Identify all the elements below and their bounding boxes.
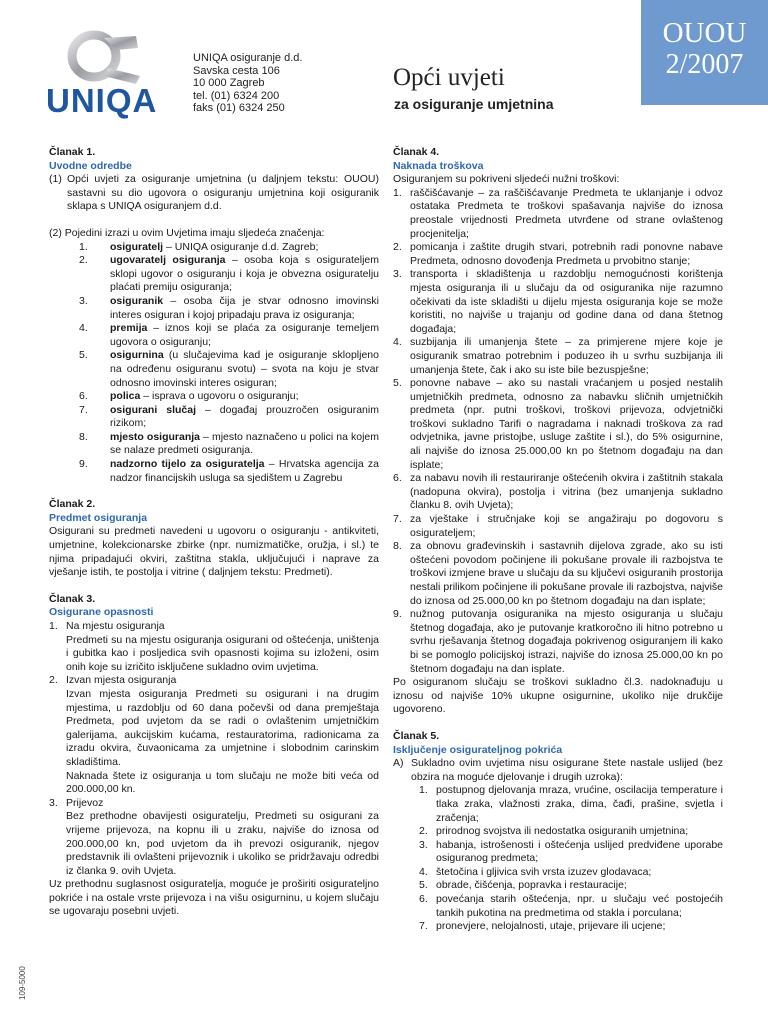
item-text: za vještake i stručnjake koji se angažiraju po dogovoru s osigurateljem;: [410, 513, 723, 539]
item-text: pronevjere, nelojalnosti, utaje, prijevare ili ucjene;: [436, 920, 666, 933]
exclusion-item: [393, 879, 723, 893]
company-fax: faks (01) 6324 250: [193, 102, 285, 114]
item-number: 3.: [393, 268, 402, 281]
item-text: suzbijanja ili umanjenja štete – za primjerene mjere koje je osiguranik smatrao potrebnim i poduzeo ih u svrhu suzbijanja ili umanjenja štete, čak i ako su iste bile bezuspješne;: [410, 336, 723, 376]
definition-item: [49, 431, 379, 458]
company-street: Savska cesta 106: [193, 64, 280, 77]
article-3-item-1: [49, 620, 379, 634]
definition-description: – UNIQA osiguranje d.d. Zagreb;: [163, 240, 319, 253]
company-city: 10 000 Zagreb: [193, 77, 265, 89]
cost-item: [393, 377, 723, 472]
article-3-item-1-text: Predmeti su na mjestu osiguranja osigurani od oštećenja, uništenja i gubitka kao i posljedica svih opasnosti kojima su izloženi, osim onih koje su izričito isključene sukladno ovim uvjetima.: [66, 633, 379, 673]
definition-item: [49, 458, 379, 485]
item-number: 1.: [393, 186, 402, 199]
definition-description: – mjesto naznačeno u polici na kojem se nalaze predmeti osiguranja.: [110, 430, 379, 457]
cost-item: [393, 187, 723, 241]
item-number: 7.: [419, 920, 428, 933]
costs-list: [393, 187, 723, 676]
item-text: za obnovu građevinskih i sastavnih dijelova zgrade, ako su isti oštećeni povodom počinjene ili pokušane provale ili razbojstva te troškovi izmjene brave u slučaju da su ključevi osiguranih prostorija nestali prilikom počinjene ili pokušane provale ili razbojstva, najviše do iznosa od 25.000,00 kn po štetnom događaju na dan isplate;: [410, 540, 723, 607]
definition-text: [110, 390, 379, 404]
definition-item: [49, 404, 379, 431]
definition-term: ugovaratelj osiguranja: [110, 254, 226, 267]
definition-description: (u slučajevima kad je osiguranje sklopljeno na određenu osiguranu svotu) – svota na koju je stvar odnosno imovinski interes osiguran;: [110, 349, 379, 389]
article-5-heading: Članak 5.: [393, 729, 440, 742]
cost-item: [393, 472, 723, 513]
item-number: 8.: [393, 540, 402, 553]
item-number: 2.: [79, 254, 88, 267]
cost-item: [393, 268, 723, 336]
cost-item: [393, 513, 723, 540]
definition-text: [110, 349, 379, 390]
article-3-item-2-text: Izvan mjesta osiguranja Predmeti su osigurani i na drugim mjestima, u razdoblju od 60 dana počevši od dana premještaja Predmeta, pod uvjetom da se radi o ovlaštenim umjetničkim galerijama, aukcijskim kućama, restauratorima, radionicama za izradu okvira, čuvaonicama za umjetnine i slobodnim carinskim skladištima.: [66, 687, 379, 768]
item-number: 9.: [79, 458, 88, 471]
item-number: 4.: [419, 865, 428, 878]
cost-item: [393, 540, 723, 608]
definition-description: – isprava o ugovoru o osiguranju;: [140, 390, 299, 403]
item-number: 3.: [79, 294, 88, 307]
article-5-subheading: Isključenje osigurateljnog pokrića: [393, 743, 563, 756]
definition-term: premija: [110, 322, 148, 335]
uniqa-logo: [46, 30, 164, 119]
article-1-paragraph-2: (2) Pojedini izrazi u ovim Uvjetima imaju sljedeća značenja:: [49, 226, 325, 239]
document-title: Opći uvjeti: [393, 64, 505, 91]
exclusion-item: [393, 920, 723, 934]
definition-description: – događaj prouzročen osiguranim rizikom;: [110, 403, 379, 430]
item-number: 1.: [49, 620, 58, 632]
article-4-subheading: Naknada troškova: [393, 159, 484, 172]
document-version: 2/2007: [665, 49, 744, 80]
paragraph-number: (1): [49, 173, 62, 186]
article-3-item-3-text: Bez prethodne obavijesti osiguratelju, Predmeti su osigurani za vrijeme prijevoza, na kopnu ili u zraku, najviše do iznosa od 200.000,00 kn, pod uvjetom da ih prevozi osiguranik, njegov predstavnik ili ovlašteni prijevoznik i ukoliko se pridržavaju odredbi iz članka 9. ovih Uvjeta.: [66, 810, 379, 877]
article-4-heading: Članak 4.: [393, 146, 440, 158]
item-number: 2.: [49, 674, 58, 687]
definition-term: nadzorno tijelo za osiguratelja: [110, 458, 265, 471]
item-number: 5.: [419, 879, 428, 892]
definition-item: [49, 390, 379, 404]
definition-item: [49, 295, 379, 322]
definition-term: osiguranik: [110, 294, 164, 307]
article-1-paragraph-1: [49, 173, 379, 214]
exclusion-item: [393, 839, 723, 866]
item-number: 9.: [393, 608, 402, 621]
item-number: 6.: [79, 390, 88, 403]
definition-text: [110, 241, 379, 255]
paragraph-text: Opći uvjeti za osiguranje umjetnina (u daljnjem tekstu: OUOU) sastavni su dio ugovora o osiguranju umjetnina koji osiguranik sklapa s UNIQA osiguranjem d.d.: [67, 173, 379, 213]
item-text: povećanja starih oštećenja, npr. u slučaju već postojećih tankih pukotina na predmetima od stakla i porculana;: [436, 893, 723, 919]
definition-text: [110, 431, 379, 458]
article-5-section-a: [393, 757, 723, 784]
definition-term: polica: [110, 390, 141, 403]
definition-item: [49, 322, 379, 349]
definition-text: [110, 458, 379, 485]
article-3-item-2-limit: Naknada štete iz osiguranja u tom slučaju ne može biti veća od 200.000,00 kn.: [66, 769, 379, 796]
document-subtitle: za osiguranje umjetnina: [394, 96, 554, 112]
exclusion-item: [393, 893, 723, 920]
item-title: Na mjestu osiguranja: [66, 620, 165, 632]
item-number: 6.: [393, 472, 402, 485]
article-2-paragraph: Osigurani su predmeti navedeni u ugovoru o osiguranju - antikviteti, umjetnine, kolekcionarske zbirke (npr. numizmatičke, oružja, i sl.) te njima pripadajući okviri, zaštitna stakla, uključujući i naprave za vješanje istih, te postolja i vitrine ( daljnjem tekstu: Predmeti).: [49, 525, 379, 579]
definition-description: – osoba čija je stvar odnosno imovinski interes osiguran i kojoj pripadaju prava iz osiguranja;: [110, 294, 379, 321]
document-code-box: [641, 0, 768, 105]
definition-term: osigurani slučaj: [110, 403, 196, 416]
section-letter: A): [393, 757, 404, 770]
company-address: [193, 52, 302, 115]
uniqa-logo-emblem: [64, 30, 146, 86]
item-text: prirodnog svojstva ili nedostatka osiguranih umjetnina;: [436, 825, 689, 838]
article-4-closing: Po osiguranom slučaju se troškovi sukladno čl.3. nadoknađuju u iznosu od najviše 10% ukupne osigurnine, ukoliko nije drukčije ugovoreno.: [393, 676, 723, 716]
item-text: nužnog putovanja osiguranika na mjesto osiguranja u slučaju štetnog događaja, ako je putovanje kratkoročno ili hitno potrebno u svrhu rješavanja štetnog događaja pokrivenog osiguranjem ili kako bi se pomoglo policijskoj istrazi, najviše do iznosa 25.000,00 kn po štetnom događaju na dan isplate.: [410, 608, 723, 675]
definition-description: – iznos koji se plaća za osiguranje temeljem ugovora o osiguranju;: [110, 322, 379, 348]
item-number: 3.: [419, 838, 428, 851]
definition-text: [110, 404, 379, 431]
definition-item: [49, 254, 379, 295]
article-1-subheading: Uvodne odredbe: [49, 159, 132, 172]
definition-term: osiguratelj: [110, 240, 164, 253]
item-number: 5.: [79, 349, 88, 362]
item-number: 5.: [393, 377, 402, 390]
definition-term: mjesto osiguranja: [110, 430, 200, 443]
cost-item: [393, 608, 723, 676]
article-2-heading: Članak 2.: [49, 498, 96, 511]
item-text: habanja, istrošenosti i oštećenja uslijed predviđene uporabe osiguranog predmeta;: [436, 838, 723, 865]
definition-term: osigurnina: [110, 349, 164, 362]
definition-item: [49, 349, 379, 390]
article-3-item-2: [49, 674, 379, 688]
item-title: Izvan mjesta osiguranja: [66, 674, 177, 687]
exclusion-item: [393, 825, 723, 839]
definition-text: [110, 295, 379, 322]
article-4-intro: Osiguranjem su pokriveni sljedeći nužni troškovi:: [393, 173, 620, 186]
company-tel: tel. (01) 6324 200: [193, 89, 280, 102]
cost-item: [393, 336, 723, 377]
definition-item: [49, 241, 379, 255]
definitions-list: [49, 241, 379, 486]
definition-text: [110, 322, 379, 349]
item-text: obrade, čišćenja, popravka i restauracije;: [436, 879, 627, 892]
item-number: 7.: [79, 403, 88, 416]
item-number: 4.: [79, 322, 88, 335]
cost-item: [393, 241, 723, 268]
exclusion-item: [393, 866, 723, 880]
company-name: UNIQA osiguranje d.d.: [193, 52, 303, 64]
definition-description: – Hrvatska agencija za nadzor financijskih usluga sa sjedištem u Zagrebu: [110, 458, 379, 484]
item-number: 2.: [393, 241, 402, 254]
left-column: [49, 146, 379, 919]
item-number: 2.: [419, 825, 428, 838]
section-text: Sukladno ovim uvjetima nisu osigurane štete nastale uslijed (bez obzira na moguće djelovanje i drugih uzroka):: [411, 757, 723, 783]
item-number: 1.: [79, 240, 88, 253]
article-3-item-3: [49, 797, 379, 811]
item-number: 4.: [393, 336, 402, 349]
article-3-closing-paragraph: Uz prethodnu suglasnost osiguratelja, moguće je proširiti osigurateljno pokriće i na ostale vrste prijevoza i na višu osigurninu, u kojem slučaju se ugovaraju posebni uvjeti.: [49, 878, 379, 918]
item-text: pomicanja i zaštite drugih stvari, potrebnih radi ponovne nabave Predmeta, odnosno dovođenja Predmeta u prvobitno stanje;: [410, 241, 723, 267]
article-2-subheading: Predmet osiguranja: [49, 511, 148, 524]
item-number: 8.: [79, 430, 88, 443]
article-3-subheading: Osigurane opasnosti: [49, 606, 154, 619]
definition-description: – osoba koja s osigurateljem sklopi ugovor o osiguranju i koja je obvezna osiguratelju plaćati premiju osiguranja;: [110, 254, 379, 294]
item-number: 1.: [419, 784, 428, 797]
side-print-code: 109-5000: [18, 966, 27, 1000]
item-title: Prijevoz: [66, 796, 104, 809]
item-text: štetočina i gljivica svih vrsta izuzev glodavaca;: [436, 865, 652, 878]
item-text: postupnog djelovanja mraza, vrućine, oscilacija temperature i tlaka zraka, vlažnosti zraka, dima, čađi, prašine, svjetla i zračenja;: [436, 784, 723, 824]
article-3-heading: Članak 3.: [49, 592, 96, 605]
item-number: 7.: [393, 513, 402, 526]
item-text: transporta i skladištenja u razdoblju nemogućnosti korištenja mjesta osiguranja ili u slučaju da od osiguranika nije razumno očekivati da iste skladišti u dijelu mjesta osiguranja koje se može koristiti, no najviše u trajanju od godine dana od dana štetnog događaja;: [410, 268, 723, 335]
definition-text: [110, 254, 379, 295]
right-column: [393, 146, 723, 934]
exclusion-item: [393, 784, 723, 825]
article-1-heading: Članak 1.: [49, 146, 96, 158]
exclusions-list: [393, 784, 723, 934]
item-number: 6.: [419, 893, 428, 906]
item-number: 3.: [49, 796, 58, 809]
document-code: OUOU: [662, 17, 747, 49]
item-text: raščišćavanje – za raščišćavanje Predmeta te uklanjanje i odvoz ostataka Predmeta te troškovi spašavanja najviše do iznosa preostale vrijednosti Predmeta utvrđene od strane ovlaštenog procjenitelja;: [410, 186, 723, 240]
item-text: ponovne nabave – ako su nastali vraćanjem u posjed nestalih umjetničkih predmeta, odnosno za nabavku sličnih umjetničkih predmeta (npr. putni troškovi, troškovi prijevoza, odvjetnički troškovi sukladno Tarifi o nagradama i naknadi troškova za rad odvjetnika, javne pristojbe, usluge zaštite i sl.), do 5% osigurnine, ali najviše do iznosa 25.000,00 kn po štetnom događaju na dan isplate;: [410, 377, 723, 471]
uniqa-wordmark: UNIQA: [46, 82, 158, 119]
item-text: za nabavu novih ili restauriranje oštećenih okvira i zaštitnih stakala (nadopuna okvira), postolja i vitrina (bez umanjenja sukladno članku 8. ovih Uvjeta);: [410, 472, 723, 512]
